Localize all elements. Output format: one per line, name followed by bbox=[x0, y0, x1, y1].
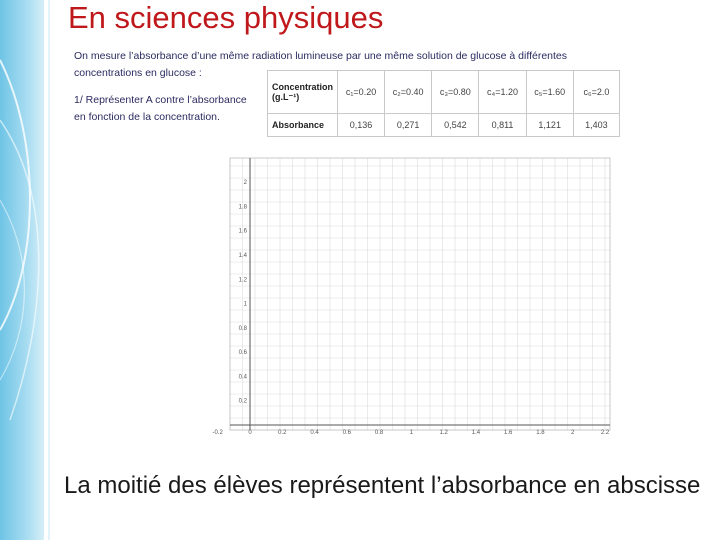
y-tick-label: 0.2 bbox=[238, 398, 247, 405]
table-cell: 0,136 bbox=[338, 114, 385, 137]
table-cell: c₅=1.60 bbox=[526, 71, 573, 114]
table-cell: c₃=0.80 bbox=[432, 71, 479, 114]
table-row bbox=[268, 71, 620, 114]
table-cell: c₄=1.20 bbox=[479, 71, 526, 114]
y-tick-label: 1 bbox=[243, 301, 247, 308]
y-tick-label: 1.8 bbox=[238, 204, 247, 211]
y-tick-label: 0.4 bbox=[238, 374, 247, 381]
table-cell: 0,811 bbox=[479, 114, 526, 137]
table-cell: 0,542 bbox=[432, 114, 479, 137]
table-cell: 0,271 bbox=[385, 114, 432, 137]
y-tick-label: 0.8 bbox=[238, 325, 247, 332]
exercise-question: 1/ Représenter A contre l’absorbance en fonction de la concentration. bbox=[74, 94, 247, 123]
x-tick-label: -0.2 bbox=[212, 430, 223, 436]
x-tick-label: 0.2 bbox=[278, 430, 287, 436]
y-tick-label: 1.6 bbox=[238, 228, 247, 235]
table-cell: 1,403 bbox=[573, 114, 619, 137]
x-tick-label: 1 bbox=[409, 430, 414, 436]
y-tick-label: 0.6 bbox=[238, 350, 247, 357]
table-cell: c₂=0.40 bbox=[385, 71, 432, 114]
sidebar-swirl-decoration bbox=[0, 0, 60, 540]
table-row bbox=[268, 114, 620, 137]
exercise-intro: On mesure l’absorbance d’une même radiation lumineuse par une même solution de glucose à différentes concentrations en glucose : bbox=[74, 50, 568, 79]
y-tick-label: 2 bbox=[243, 180, 247, 187]
slide-caption: La moitié des élèves représentent l’absorbance en abscisse bbox=[64, 472, 701, 499]
x-tick-label: 0 bbox=[248, 430, 252, 436]
x-tick-label: 2.2 bbox=[600, 430, 610, 436]
table-cell: c₆=2.0 bbox=[573, 71, 619, 114]
table-cell: c₁=0.20 bbox=[338, 71, 385, 114]
slide-title: En sciences physiques bbox=[68, 0, 384, 35]
x-tick-label: 1.8 bbox=[536, 430, 545, 436]
table-header-absorbance: Absorbance bbox=[268, 114, 338, 137]
x-tick-label: 1.6 bbox=[504, 430, 513, 436]
y-tick-label: 1.4 bbox=[238, 253, 247, 259]
x-tick-label: 1.4 bbox=[471, 430, 481, 436]
x-tick-label: 0.6 bbox=[342, 430, 351, 436]
x-tick-label: 0.8 bbox=[374, 430, 384, 436]
exercise-panel bbox=[62, 42, 620, 437]
table-cell: 1,121 bbox=[526, 114, 573, 137]
table-header-concentration: Concentration (g.L⁻¹) bbox=[268, 71, 338, 114]
x-tick-label: 0.4 bbox=[310, 430, 319, 436]
x-tick-label: 2 bbox=[571, 430, 575, 436]
y-tick-label: 1.2 bbox=[238, 277, 247, 284]
x-tick-label: 1.2 bbox=[439, 430, 448, 436]
measurement-table bbox=[267, 70, 620, 137]
